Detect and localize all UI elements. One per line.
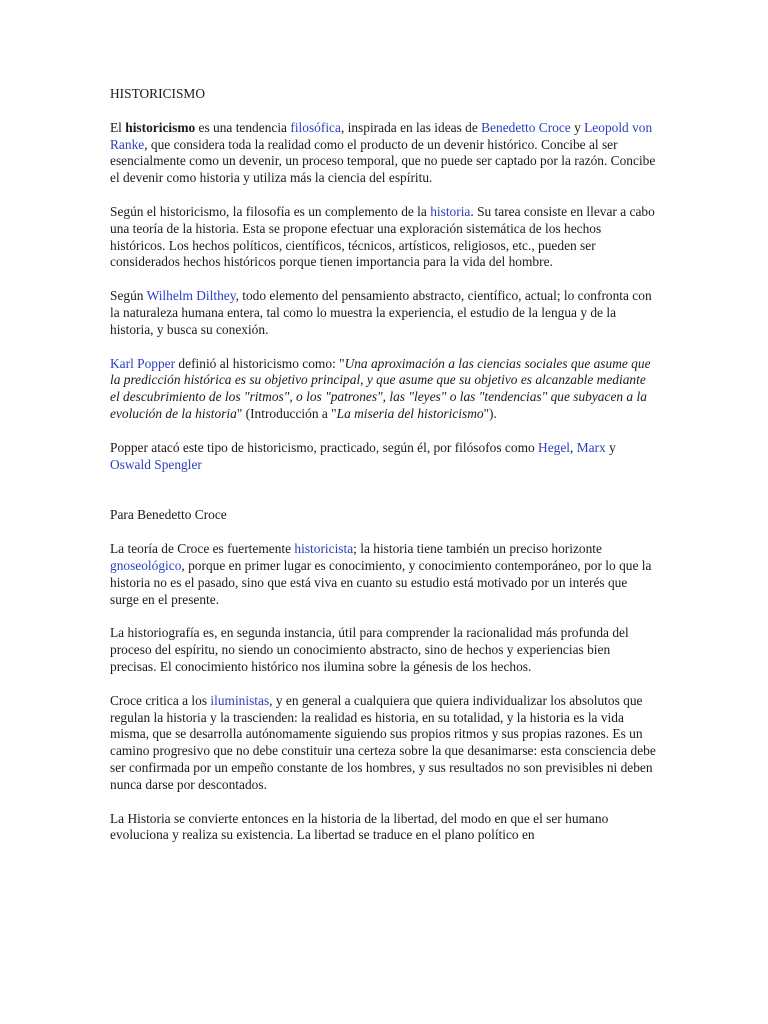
link-iluministas[interactable]: iluministas xyxy=(210,692,270,708)
text-run: , y en general a cualquiera que quiera individualizar los absolutos que regulan la historia y la trascienden: la realidad es historia, en su totalidad, y la historia es la vida misma, que se desarrolla autónomamente siguiendo sus propios ritmos y sus propias razones. Es un camino progresivo que no debe constituir una certeza sobre la que desanimarse: esta consciencia debe ser confirmada por un empeño constante de los hombres, y sus resultados no son previsibles ni deben nunca darse por descontados. xyxy=(110,692,656,792)
text-run: Popper atacó este tipo de historicismo, practicado, según él, por filósofos como xyxy=(110,439,539,455)
text-run: , xyxy=(570,439,577,455)
paragraph-libertad: La Historia se convierte entonces en la historia de la libertad, del modo en que el ser humano evoluciona y realiza su existencia. La libertad se traduce en el plano político en xyxy=(110,810,609,843)
text-run: , que considera toda la realidad como el producto de un devenir histórico. Concibe al ser esencialmente como un devenir, un proceso temporal, que no puede ser captado por la razón. Concibe el devenir como historia y utiliza más la ciencia del espíritu. xyxy=(110,136,656,186)
link-historicista[interactable]: historicista xyxy=(294,541,354,557)
text-run: Según el historicismo, la filosofía es un complemento de la xyxy=(110,203,431,219)
bold-term-historicismo: historicismo xyxy=(125,119,196,135)
paragraph-popper-definition xyxy=(110,356,658,423)
link-filosofica[interactable]: filosófica xyxy=(290,119,341,135)
paragraph-popper-attack xyxy=(110,440,658,474)
text-run: , porque en primer lugar es conocimiento, y conocimiento contemporáneo, por lo que la historia no es el pasado, sino que está viva en cuanto su estudio está motivado por un interés que surge en el presente. xyxy=(110,557,652,607)
text-run: es una tendencia xyxy=(195,119,291,135)
quote-popper: Una aproximación a las ciencias sociales que asume que la predicción histórica es su objetivo principal, y que asume que su objetivo es alcanzable mediante el descubrimiento de los "ritmos", o los "patrones", las "leyes" o las "tendencias" que subyacen a la evolución de la historia xyxy=(110,355,651,421)
text-run: " (Introducción a " xyxy=(236,405,337,421)
link-leopold-von-ranke[interactable]: Leopold von Ranke xyxy=(110,119,653,152)
text-run: . Su tarea consiste en llevar a cabo una teoría de la historia. Esta se propone efectuar una exploración sistemática de los hechos históricos. Los hechos políticos, científicos, técnicos, artísticos, religiosos, etc., pueden ser considerados hechos históricos porque tienen importancia para la vida del hombre. xyxy=(110,203,655,270)
paragraph-historiografia: La historiografía es, en segunda instancia, útil para comprender la racionalidad más profunda del proceso del espíritu, no siendo un conocimiento abstracto, sino de hechos y experiencias bien precisas. El conocimiento histórico nos ilumina sobre la génesis de los hechos. xyxy=(110,625,629,674)
text-run: Según xyxy=(110,288,147,304)
link-marx[interactable]: Marx xyxy=(576,439,606,455)
text-run: y xyxy=(605,439,616,455)
paragraph-definition xyxy=(110,120,658,187)
document-title: HISTORICISMO xyxy=(110,86,205,101)
link-benedetto-croce[interactable]: Benedetto Croce xyxy=(481,119,571,135)
section-heading-croce: Para Benedetto Croce xyxy=(110,507,227,523)
text-run: y xyxy=(570,119,585,135)
link-karl-popper[interactable]: Karl Popper xyxy=(110,355,176,371)
text-run: La teoría de Croce es fuertemente xyxy=(110,541,295,557)
link-wilhelm-dilthey[interactable]: Wilhelm Dilthey xyxy=(146,288,236,304)
link-oswald-spengler[interactable]: Oswald Spengler xyxy=(110,456,202,472)
book-title-miseria: La miseria del historicismo xyxy=(336,405,484,421)
text-run: "). xyxy=(483,405,497,421)
paragraph-croce-critica xyxy=(110,693,658,794)
document-body xyxy=(110,86,658,861)
text-run: El xyxy=(110,119,126,135)
text-run: , inspirada en las ideas de xyxy=(340,119,482,135)
link-gnoseologico[interactable]: gnoseológico xyxy=(110,557,182,573)
link-historia[interactable]: historia xyxy=(430,203,471,219)
text-run: , todo elemento del pensamiento abstracto, científico, actual; lo confronta con la naturaleza humana entera, tal como lo muestra la experiencia, el estudio de la lengua y de la historia, y busca su conexión. xyxy=(110,288,652,337)
text-run: definió al historicismo como: " xyxy=(175,355,345,371)
link-hegel[interactable]: Hegel xyxy=(538,439,571,455)
paragraph-filosofia xyxy=(110,204,658,271)
paragraph-croce-theory xyxy=(110,541,658,608)
text-run: Croce critica a los xyxy=(110,692,211,708)
paragraph-dilthey xyxy=(110,288,658,338)
text-run: ; la historia tiene también un preciso horizonte xyxy=(353,541,602,557)
